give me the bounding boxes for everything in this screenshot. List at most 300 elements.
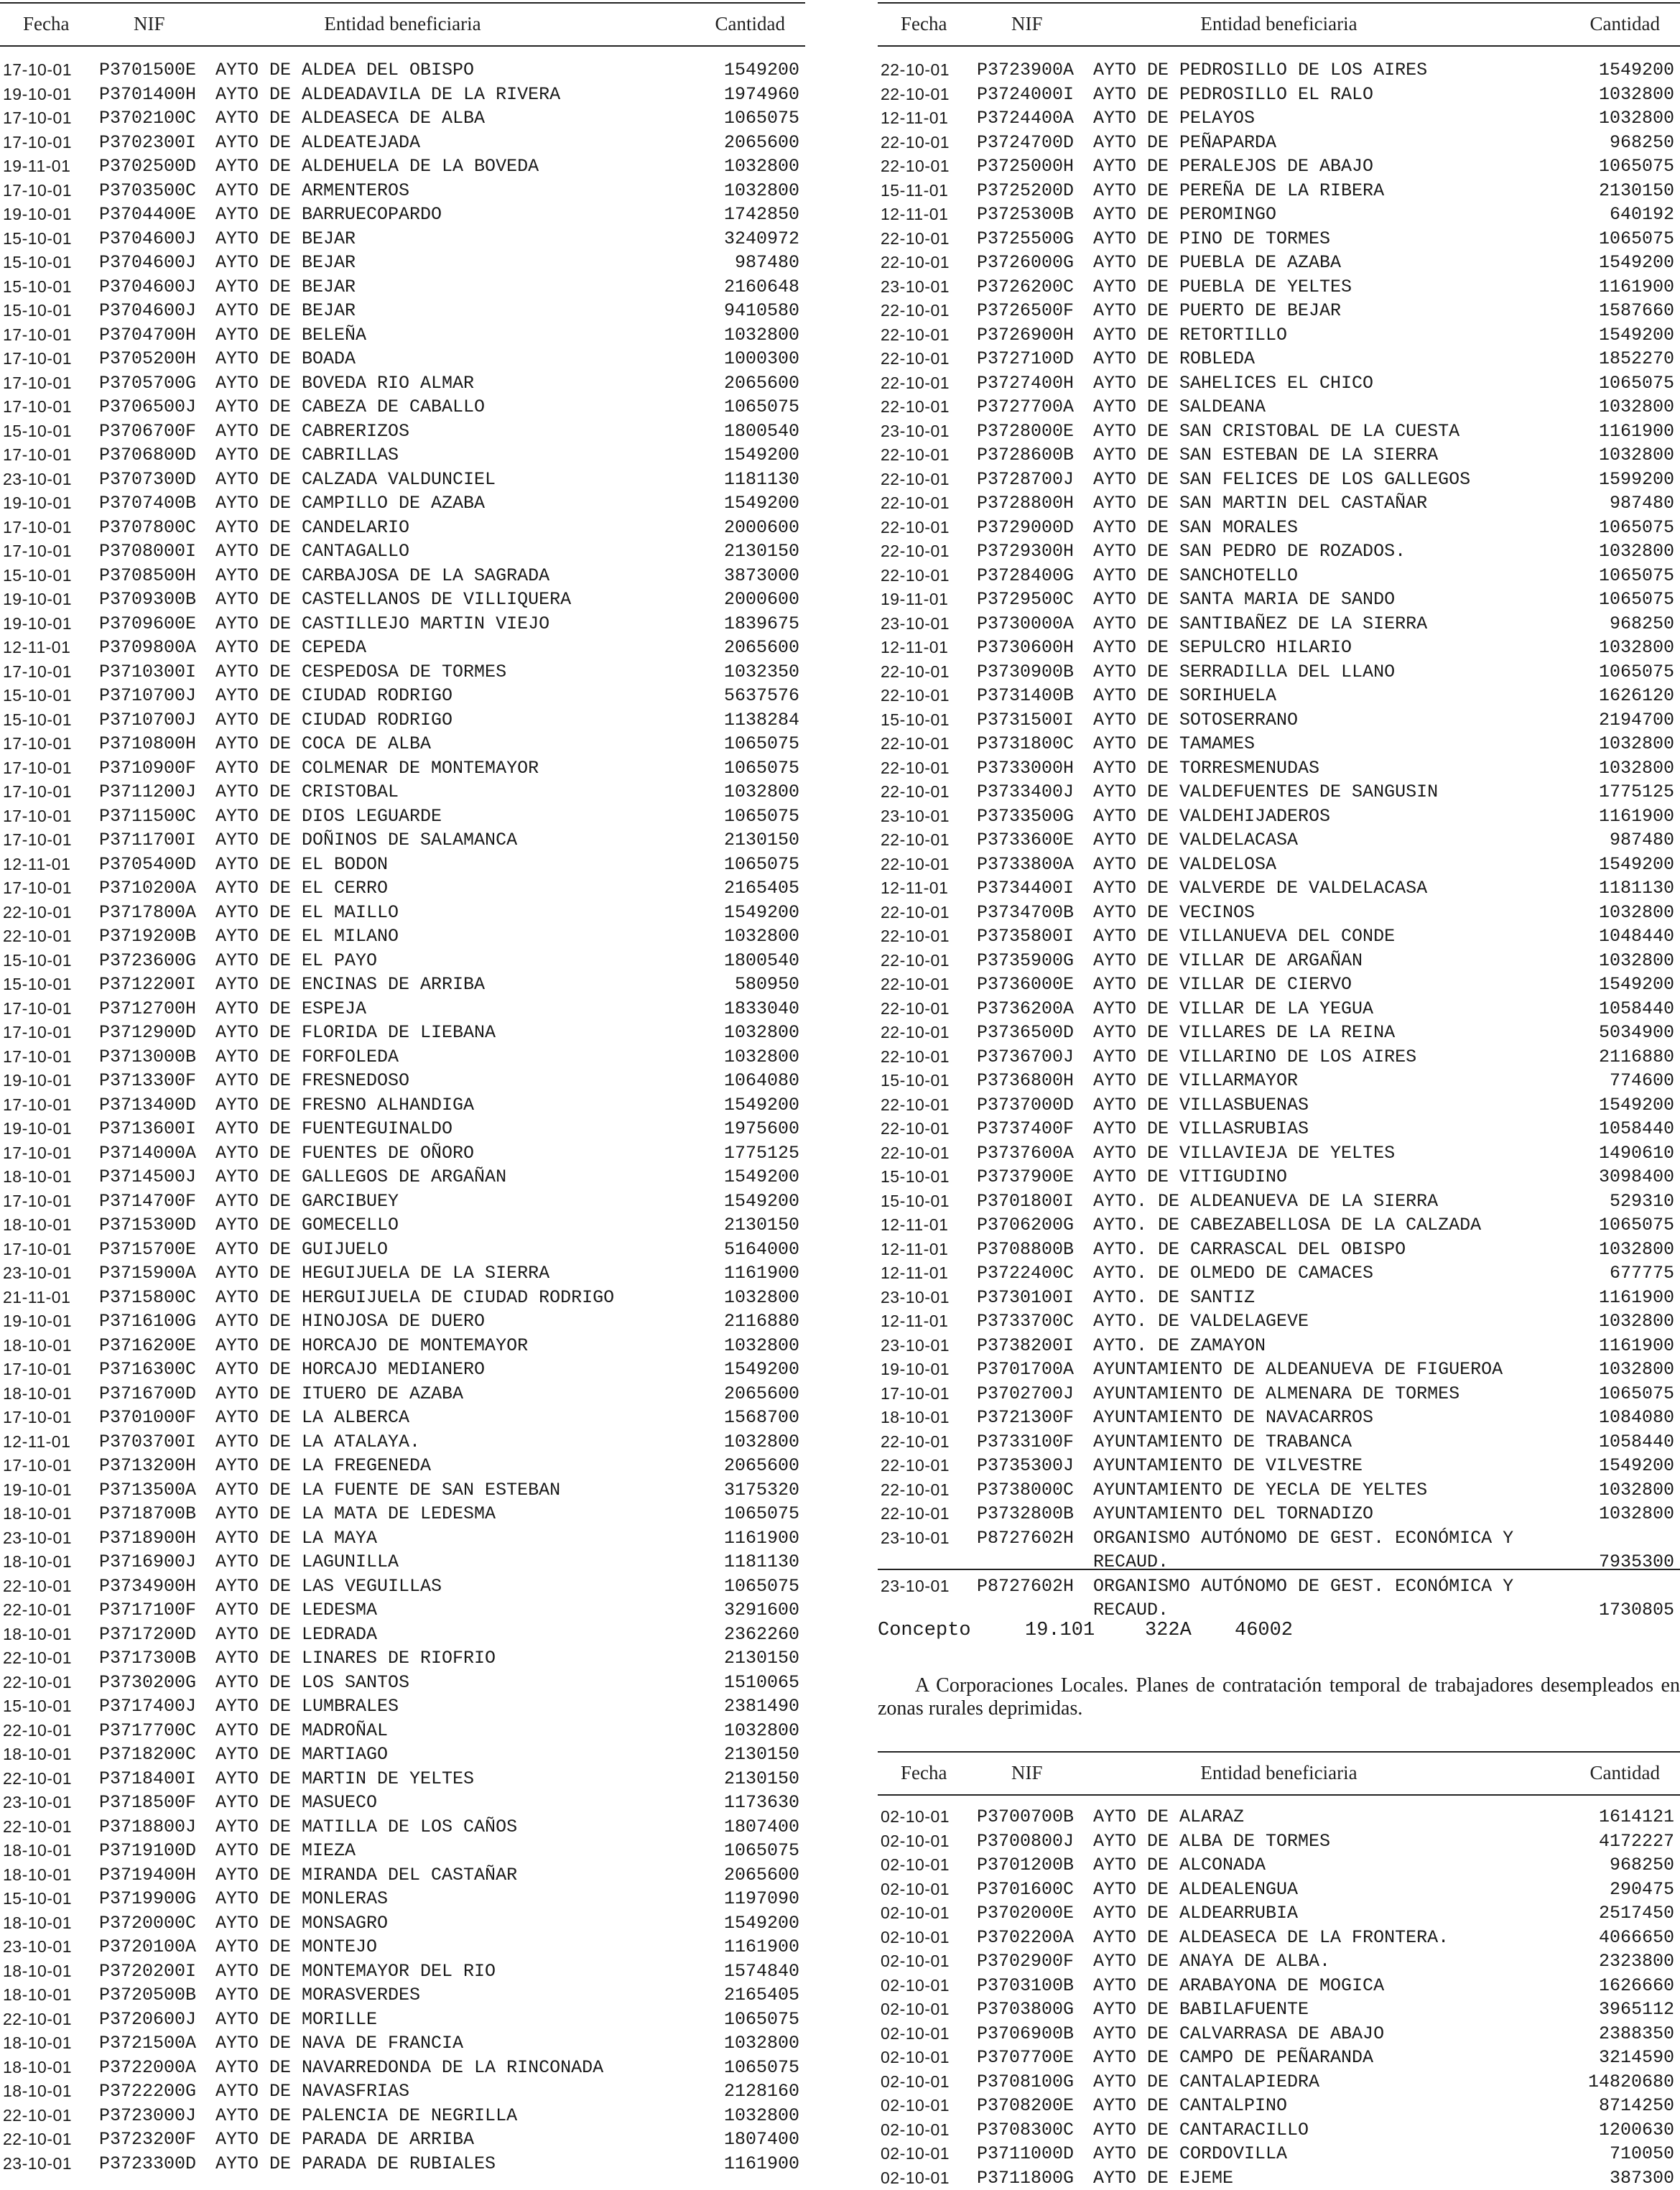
cell-fecha: 02-10-01 [881, 1926, 950, 1950]
table-row [0, 756, 805, 781]
table-row [0, 684, 805, 708]
cell-nif: P3728800H [977, 491, 1074, 516]
header-fecha: Fecha [23, 13, 69, 35]
cell-cantidad: 1161900 [1599, 1334, 1674, 1358]
table-row [878, 106, 1680, 131]
cell-cantidad: 2130150 [724, 539, 799, 564]
cell-nif: P3708100G [977, 2070, 1074, 2094]
cell-cantidad: 2130150 [724, 828, 799, 853]
cell-fecha: 02-10-01 [881, 1829, 950, 1854]
cell-cantidad: 1800540 [724, 949, 799, 973]
cell-cantidad: 1549200 [724, 1189, 799, 1214]
cell-nif: P3720100A [99, 1935, 196, 1959]
cell-entidad: AYTO DE HEGUIJUELA DE LA SIERRA [215, 1261, 549, 1286]
table-row [878, 1829, 1680, 1854]
cell-cantidad: 1549200 [1599, 1454, 1674, 1478]
cell-fecha: 17-10-01 [3, 539, 72, 564]
cell-fecha: 22-10-01 [3, 1815, 72, 1839]
cell-entidad: AYTO DE CASTELLANOS DE VILLIQUERA [215, 588, 571, 612]
table-row [878, 299, 1680, 323]
table-row [0, 1141, 805, 1166]
cell-fecha: 22-10-01 [881, 1045, 950, 1070]
table-row [0, 1309, 805, 1334]
cell-cantidad: 5637576 [724, 684, 799, 708]
cell-cantidad: 1161900 [724, 2152, 799, 2176]
cell-fecha: 19-10-01 [3, 1309, 72, 1334]
table-row [878, 901, 1680, 925]
cell-entidad: ORGANISMO AUTÓNOMO DE GEST. ECONÓMICA Y RECAUD. [1093, 1526, 1589, 1574]
cell-nif: P3715900A [99, 1261, 196, 1286]
cell-cantidad: 2065600 [724, 1382, 799, 1406]
cell-entidad: AYTO DE FRESNO ALHANDIGA [215, 1093, 474, 1118]
cell-fecha: 19-11-01 [881, 588, 948, 612]
table-row [878, 1238, 1680, 1262]
cell-nif: P3730900B [977, 660, 1074, 685]
cell-entidad: AYTO DE ALBA DE TORMES [1093, 1829, 1330, 1854]
table-row [878, 395, 1680, 419]
cell-entidad: AYTO DE SALDEANA [1093, 395, 1266, 419]
cell-fecha: 17-10-01 [3, 1406, 72, 1430]
cell-cantidad: 2362260 [724, 1623, 799, 1647]
cell-cantidad: 1032800 [1599, 1358, 1674, 1382]
table-row [878, 347, 1680, 371]
table-row [0, 1502, 805, 1526]
cell-entidad: AYTO. DE VALDELAGEVE [1093, 1309, 1309, 1334]
cell-fecha: 22-10-01 [881, 1478, 950, 1503]
cell-nif: P3717300B [99, 1646, 196, 1671]
cell-fecha: 15-10-01 [3, 564, 72, 588]
cell-fecha: 17-10-01 [3, 1238, 72, 1262]
cell-entidad: AYTO DE LA ATALAYA. [215, 1430, 420, 1454]
cell-entidad: AYTO DE SANTA MARIA DE SANDO [1093, 588, 1395, 612]
cell-nif: P3738000C [977, 1478, 1074, 1503]
cell-entidad: AYTO DE SOTOSERRANO [1093, 708, 1298, 733]
cell-cantidad: 1549200 [1599, 1093, 1674, 1118]
cell-nif: P3714500J [99, 1165, 196, 1189]
cell-cantidad: 2160648 [724, 275, 799, 300]
cell-entidad: AYTO DE SAN MORALES [1093, 516, 1298, 540]
table-row [0, 588, 805, 612]
cell-cantidad: 1065075 [724, 1502, 799, 1526]
cell-entidad: AYTO DE MONTEMAYOR DEL RIO [215, 1959, 496, 1984]
cell-nif: P3730600H [977, 636, 1074, 660]
cell-nif: P8727602H [977, 1574, 1074, 1599]
cell-entidad: AYTO DE NAVARREDONDA DE LA RINCONADA [215, 2056, 603, 2080]
cell-cantidad: 1614121 [1599, 1805, 1674, 1829]
cell-fecha: 23-10-01 [3, 2152, 72, 2176]
cell-fecha: 23-10-01 [881, 1574, 950, 1599]
cell-cantidad: 1032800 [1599, 1478, 1674, 1503]
cell-cantidad: 1161900 [1599, 419, 1674, 444]
cell-entidad: AYTO DE BEJAR [215, 299, 356, 323]
cell-entidad: AYTO DE CANTALAPIEDRA [1093, 2070, 1319, 2094]
cell-nif: P3737600A [977, 1141, 1074, 1166]
header-nif: NIF [134, 13, 165, 35]
cell-entidad: AYTO DE LA ALBERCA [215, 1406, 409, 1430]
cell-entidad: AYTO DE VALDEHIJADEROS [1093, 804, 1330, 829]
table-row [878, 1998, 1680, 2022]
cell-nif: P3706500J [99, 395, 196, 419]
cell-nif: P3720200I [99, 1959, 196, 1984]
table-row [878, 853, 1680, 877]
cell-fecha: 23-10-01 [3, 1526, 72, 1551]
cell-entidad: AYTO DE BEJAR [215, 275, 356, 300]
table-row [0, 1743, 805, 1767]
cell-fecha: 23-10-01 [3, 1791, 72, 1815]
cell-entidad: AYTO DE VILLASBUENAS [1093, 1093, 1309, 1118]
table-row [0, 1815, 805, 1839]
table-row [878, 131, 1680, 155]
cell-entidad: AYTO DE PEDROSILLO DE LOS AIRES [1093, 58, 1427, 83]
cell-nif: P3733400J [977, 780, 1074, 804]
cell-nif: P3714000A [99, 1141, 196, 1166]
cell-cantidad: 1549200 [724, 491, 799, 516]
cell-fecha: 22-10-01 [881, 1021, 950, 1045]
cell-cantidad: 1138284 [724, 708, 799, 733]
cell-nif: P3718800J [99, 1815, 196, 1839]
cell-nif: P3712900D [99, 1021, 196, 1045]
table-row [878, 1926, 1680, 1950]
cell-cantidad: 774600 [1610, 1069, 1674, 1093]
cell-cantidad: 1510065 [724, 1671, 799, 1695]
cell-cantidad: 1549200 [1599, 853, 1674, 877]
cell-entidad: AYTO DE ESPEJA [215, 997, 366, 1021]
table-row [0, 395, 805, 419]
cell-fecha: 22-10-01 [881, 660, 950, 685]
cell-cantidad: 1058440 [1599, 1430, 1674, 1454]
cell-cantidad: 2065600 [724, 371, 799, 396]
cell-nif: P3736200A [977, 997, 1074, 1021]
cell-cantidad: 1839675 [724, 612, 799, 636]
cell-cantidad: 1032800 [1599, 636, 1674, 660]
cell-fecha: 15-10-01 [3, 684, 72, 708]
cell-nif: P3703500C [99, 179, 196, 203]
table-row [878, 2142, 1680, 2166]
cell-fecha: 02-10-01 [881, 1901, 950, 1926]
cell-fecha: 18-10-01 [3, 1550, 72, 1574]
cell-cantidad: 987480 [1610, 828, 1674, 853]
cell-nif: P3729300H [977, 539, 1074, 564]
cell-nif: P3719900G [99, 1887, 196, 1911]
cell-cantidad: 1549200 [724, 1165, 799, 1189]
cell-nif: P3712200I [99, 973, 196, 997]
cell-cantidad: 1549200 [724, 1093, 799, 1118]
table-row [0, 1983, 805, 2008]
cell-cantidad: 2130150 [724, 1743, 799, 1767]
table-row [0, 227, 805, 251]
concepto-code-servicio: 19.101 [1025, 1620, 1095, 1641]
cell-fecha: 02-10-01 [881, 2046, 950, 2070]
table-row [878, 1213, 1680, 1238]
cell-nif: P3734900H [99, 1574, 196, 1599]
cell-entidad: AYTO DE CANTALPINO [1093, 2094, 1287, 2118]
cell-entidad: AYUNTAMIENTO DE NAVACARROS [1093, 1406, 1373, 1430]
table-row [0, 2128, 805, 2152]
cell-cantidad: 1000300 [724, 347, 799, 371]
table-row [0, 1021, 805, 1045]
cell-entidad: AYTO DE ARMENTEROS [215, 179, 409, 203]
cell-fecha: 02-10-01 [881, 1853, 950, 1878]
table-row [0, 1165, 805, 1189]
cell-nif: P3730200G [99, 1671, 196, 1695]
cell-entidad: AYTO. DE CABEZABELLOSA DE LA CALZADA [1093, 1213, 1481, 1238]
table-row [878, 154, 1680, 179]
table-row [878, 2166, 1680, 2190]
cell-cantidad: 2000600 [724, 516, 799, 540]
cell-cantidad: 1065075 [1599, 588, 1674, 612]
cell-fecha: 12-11-01 [881, 1238, 948, 1262]
table-row [0, 1550, 805, 1574]
cell-nif: P3721500A [99, 2031, 196, 2056]
cell-cantidad: 7935300 [1599, 1550, 1674, 1574]
cell-fecha: 15-10-01 [881, 1189, 950, 1214]
cell-entidad: AYTO DE BEJAR [215, 227, 356, 251]
cell-nif: P3723600G [99, 949, 196, 973]
table-row [0, 1430, 805, 1454]
cell-fecha: 15-11-01 [881, 179, 948, 203]
cell-entidad: AYTO DE VILLARES DE LA REINA [1093, 1021, 1395, 1045]
cell-entidad: AYTO DE TORRESMENUDAS [1093, 756, 1319, 781]
cell-cantidad: 1065075 [1599, 1382, 1674, 1406]
cell-nif: P3724000I [977, 83, 1074, 107]
table-row [878, 1358, 1680, 1382]
table-row [0, 1694, 805, 1719]
cell-cantidad: 1549200 [724, 58, 799, 83]
cell-entidad: AYTO DE MARTIAGO [215, 1743, 388, 1767]
cell-entidad: AYTO DE COLMENAR DE MONTEMAYOR [215, 756, 539, 781]
cell-cantidad: 1032800 [724, 2031, 799, 2056]
cell-nif: P3717800A [99, 901, 196, 925]
cell-entidad: AYTO DE BOVEDA RIO ALMAR [215, 371, 474, 396]
cell-nif: P3713200H [99, 1454, 196, 1478]
cell-fecha: 22-10-01 [881, 371, 950, 396]
cell-cantidad: 9410580 [724, 299, 799, 323]
table-row [878, 1805, 1680, 1829]
cell-cantidad: 1490610 [1599, 1141, 1674, 1166]
concepto-description: A Corporaciones Locales. Planes de contratación temporal de trabajadores desempleados en zonas rurales deprimidas. [878, 1674, 1680, 1720]
cell-cantidad: 3214590 [1599, 2046, 1674, 2070]
cell-cantidad: 1065075 [724, 732, 799, 756]
cell-nif: P3712700H [99, 997, 196, 1021]
table-row [878, 924, 1680, 949]
cell-nif: P3735900G [977, 949, 1074, 973]
cell-cantidad: 1974960 [724, 83, 799, 107]
header-fecha: Fecha [901, 1762, 947, 1784]
table-row [0, 924, 805, 949]
cell-fecha: 12-11-01 [881, 1309, 948, 1334]
cell-fecha: 12-11-01 [881, 876, 948, 901]
cell-nif: P3723300D [99, 2152, 196, 2176]
cell-entidad: AYTO DE EJEME [1093, 2166, 1233, 2190]
cell-entidad: AYTO DE EL MILANO [215, 924, 399, 949]
cell-cantidad: 1065075 [724, 853, 799, 877]
cell-fecha: 22-10-01 [881, 491, 950, 516]
cell-nif: P3702100C [99, 106, 196, 131]
cell-fecha: 12-11-01 [3, 636, 70, 660]
cell-nif: P3732800B [977, 1502, 1074, 1526]
cell-cantidad: 1852270 [1599, 347, 1674, 371]
table-row [0, 2056, 805, 2080]
cell-cantidad: 1161900 [1599, 275, 1674, 300]
cell-entidad: AYTO DE FRESNEDOSO [215, 1069, 409, 1093]
cell-entidad: AYUNTAMIENTO DE VILVESTRE [1093, 1454, 1363, 1478]
cell-entidad: AYTO DE CARBAJOSA DE LA SAGRADA [215, 564, 549, 588]
cell-entidad: AYTO DE VILLARINO DE LOS AIRES [1093, 1045, 1416, 1070]
cell-entidad: AYTO DE PUERTO DE BEJAR [1093, 299, 1341, 323]
table-row [878, 443, 1680, 468]
cell-entidad: AYTO DE MORILLE [215, 2008, 377, 2032]
cell-cantidad: 2323800 [1599, 1949, 1674, 1974]
cell-nif: P3722400C [977, 1261, 1074, 1286]
cell-nif: P3726500F [977, 299, 1074, 323]
table-row [878, 780, 1680, 804]
table-row [878, 1974, 1680, 1998]
cell-cantidad: 1181130 [724, 468, 799, 492]
cell-fecha: 19-10-01 [3, 612, 72, 636]
cell-nif: P3704600J [99, 299, 196, 323]
cell-entidad: AYTO DE SAN CRISTOBAL DE LA CUESTA [1093, 419, 1459, 444]
table-row [0, 1454, 805, 1478]
table-row [878, 1309, 1680, 1334]
table-row [878, 1093, 1680, 1118]
cell-entidad: AYTO DE CAMPILLO DE AZABA [215, 491, 485, 516]
cell-entidad: AYTO DE GOMECELLO [215, 1213, 399, 1238]
cell-nif: P3710200A [99, 876, 196, 901]
cell-nif: P3704700H [99, 323, 196, 348]
table-row [878, 227, 1680, 251]
cell-cantidad: 1161900 [724, 1526, 799, 1551]
table-row [878, 2022, 1680, 2046]
cell-entidad: AYTO DE CASTILLEJO MARTIN VIEJO [215, 612, 549, 636]
cell-entidad: AYUNTAMIENTO DEL TORNADIZO [1093, 1502, 1373, 1526]
table-row [0, 2079, 805, 2104]
header-fecha: Fecha [901, 13, 947, 35]
cell-entidad: AYTO DE HERGUIJUELA DE CIUDAD RODRIGO [215, 1286, 614, 1310]
cell-nif: P3718700B [99, 1502, 196, 1526]
cell-fecha: 18-10-01 [3, 1213, 72, 1238]
cell-fecha: 22-10-01 [881, 732, 950, 756]
cell-cantidad: 1032800 [724, 1021, 799, 1045]
cell-fecha: 22-10-01 [881, 251, 950, 275]
cell-fecha: 22-10-01 [881, 539, 950, 564]
cell-entidad: AYTO DE VILLAR DE CIERVO [1093, 973, 1352, 997]
cell-fecha: 22-10-01 [881, 828, 950, 853]
cell-fecha: 23-10-01 [3, 1935, 72, 1959]
cell-fecha: 22-10-01 [881, 901, 950, 925]
cell-entidad: AYTO DE BARRUECOPARDO [215, 203, 442, 227]
cell-fecha: 22-10-01 [881, 1093, 950, 1118]
cell-entidad: AYTO DE CESPEDOSA DE TORMES [215, 660, 506, 685]
table-row [0, 1791, 805, 1815]
cell-fecha: 12-11-01 [881, 106, 948, 131]
cell-entidad: AYTO. DE OLMEDO DE CAMACES [1093, 1261, 1373, 1286]
cell-cantidad: 1032800 [724, 780, 799, 804]
cell-cantidad: 2194700 [1599, 708, 1674, 733]
cell-nif: P3731400B [977, 684, 1074, 708]
cell-cantidad: 529310 [1610, 1189, 1674, 1214]
cell-nif: P3711700I [99, 828, 196, 853]
cell-nif: P3707700E [977, 2046, 1074, 2070]
cell-fecha: 23-10-01 [881, 1526, 950, 1551]
cell-nif: P3706800D [99, 443, 196, 468]
cell-nif: P3733100F [977, 1430, 1074, 1454]
table-row [878, 1502, 1680, 1526]
cell-nif: P3723000J [99, 2104, 196, 2128]
table-row [0, 275, 805, 300]
cell-fecha: 02-10-01 [881, 1878, 950, 1902]
cell-nif: P3718500F [99, 1791, 196, 1815]
table-row [878, 1286, 1680, 1310]
cell-nif: P3725000H [977, 154, 1074, 179]
cell-fecha: 19-10-01 [881, 1358, 950, 1382]
table-row [0, 1117, 805, 1141]
cell-fecha: 02-10-01 [881, 2094, 950, 2118]
cell-fecha: 22-10-01 [881, 780, 950, 804]
cell-cantidad: 1775125 [1599, 780, 1674, 804]
cell-entidad: AYTO DE LINARES DE RIOFRIO [215, 1646, 496, 1671]
cell-nif: P3717400J [99, 1694, 196, 1719]
cell-nif: P3730100I [977, 1286, 1074, 1310]
cell-cantidad: 968250 [1610, 131, 1674, 155]
cell-nif: P3708200E [977, 2094, 1074, 2118]
table-row [0, 1911, 805, 1936]
cell-cantidad: 2130150 [724, 1646, 799, 1671]
cell-nif: P3709800A [99, 636, 196, 660]
table-row [878, 804, 1680, 829]
cell-cantidad: 2065600 [724, 131, 799, 155]
table-row [878, 1021, 1680, 1045]
cell-nif: P3719400H [99, 1863, 196, 1888]
table-row [0, 1238, 805, 1262]
cell-cantidad: 2130150 [724, 1767, 799, 1791]
table-row [878, 1069, 1680, 1093]
cell-nif: P3713300F [99, 1069, 196, 1093]
table-row [0, 1574, 805, 1599]
cell-entidad: AYTO DE CORDOVILLA [1093, 2142, 1287, 2166]
cell-cantidad: 1032800 [1599, 539, 1674, 564]
cell-nif: P3724700D [977, 131, 1074, 155]
cell-entidad: AYTO DE CEPEDA [215, 636, 366, 660]
cell-cantidad: 1742850 [724, 203, 799, 227]
cell-entidad: AYTO DE ALDEADAVILA DE LA RIVERA [215, 83, 560, 107]
cell-entidad: AYTO DE BEJAR [215, 251, 356, 275]
cell-nif: P3704400E [99, 203, 196, 227]
cell-fecha: 19-10-01 [3, 83, 72, 107]
cell-fecha: 17-10-01 [3, 58, 72, 83]
cell-fecha: 02-10-01 [881, 1998, 950, 2022]
cell-nif: P3702300I [99, 131, 196, 155]
cell-cantidad: 3965112 [1599, 1998, 1674, 2022]
cell-cantidad: 1181130 [1599, 876, 1674, 901]
cell-fecha: 15-10-01 [881, 1165, 950, 1189]
cell-fecha: 02-10-01 [881, 1974, 950, 1998]
table-row [0, 1382, 805, 1406]
table-row [0, 468, 805, 492]
table-row [0, 1767, 805, 1791]
cell-nif: P3727100D [977, 347, 1074, 371]
table-row [878, 1334, 1680, 1358]
table-row [0, 371, 805, 396]
table-row [878, 732, 1680, 756]
cell-fecha: 22-10-01 [3, 924, 72, 949]
cell-cantidad: 1032800 [1599, 1502, 1674, 1526]
table-row [0, 1671, 805, 1695]
table-row [878, 1382, 1680, 1406]
table-row [878, 2046, 1680, 2070]
cell-fecha: 17-10-01 [3, 756, 72, 781]
cell-cantidad: 1032800 [1599, 732, 1674, 756]
cell-nif: P3737400F [977, 1117, 1074, 1141]
